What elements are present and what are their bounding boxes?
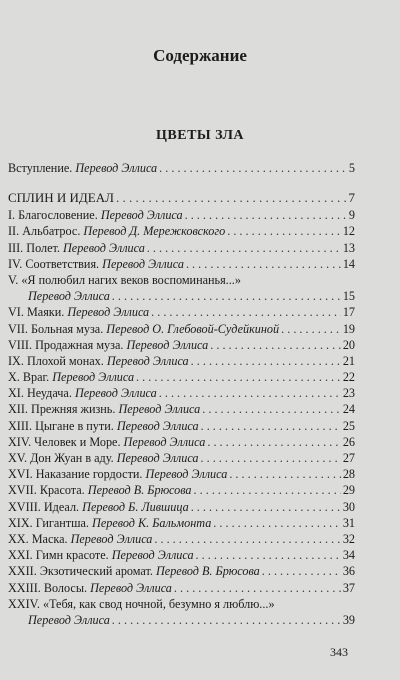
dot-leader — [201, 418, 341, 434]
toc-entry — [8, 401, 355, 417]
toc-entry-page: 19 — [342, 321, 355, 336]
toc-entry — [8, 515, 355, 531]
dot-leader — [281, 321, 341, 337]
toc-entry-title — [8, 482, 192, 498]
toc-entry-text: XVI. Наказание гордости. — [8, 467, 143, 482]
toc-group-row — [8, 189, 355, 207]
toc-entry-translator: Перевод Эллиса — [28, 612, 110, 627]
dot-leader — [185, 207, 347, 223]
toc-entry-title — [8, 337, 208, 353]
toc-entry-text: XII. Прежняя жизнь. — [8, 402, 116, 417]
dot-leader — [159, 160, 347, 176]
toc-entry-page: 25 — [342, 418, 355, 433]
toc-entry-page: 21 — [342, 353, 355, 368]
toc-entry-translator: Перевод Эллиса — [67, 305, 150, 320]
toc-entry — [8, 596, 355, 612]
toc-entry-page: 32 — [342, 531, 355, 546]
toc-entry — [8, 223, 355, 239]
dot-leader — [151, 304, 341, 320]
toc-entry — [8, 353, 355, 369]
toc-entry-page: 39 — [342, 612, 355, 627]
toc-entry-text: VI. Маяки. — [8, 305, 65, 320]
toc-entry — [8, 337, 355, 353]
toc-entry — [8, 547, 355, 563]
toc-entry-title — [8, 288, 110, 304]
dot-leader — [191, 353, 341, 369]
toc-entry-title — [8, 547, 194, 563]
toc-entry — [8, 466, 355, 482]
toc-entry-translator: Перевод Эллиса — [102, 256, 184, 271]
table-of-contents — [8, 160, 355, 628]
toc-entry-page: 26 — [342, 434, 355, 449]
page-number: 343 — [330, 645, 348, 659]
toc-entry-page: 13 — [342, 240, 355, 255]
toc-entry-translator: Перевод Эллиса — [28, 289, 110, 304]
toc-entry-translator: Перевод Эллиса — [123, 434, 206, 449]
toc-entry — [8, 434, 355, 450]
toc-entry-title — [8, 207, 183, 223]
toc-entry — [8, 369, 355, 385]
toc-entry-text: Вступление. — [8, 161, 73, 175]
toc-entry-text: XVII. Красота. — [8, 483, 85, 498]
dot-leader — [202, 401, 341, 417]
dot-leader — [147, 240, 341, 256]
toc-entry — [8, 160, 355, 176]
toc-entry — [8, 482, 355, 498]
toc-entry-title — [8, 531, 152, 547]
toc-entry-translator: Перевод Эллиса — [118, 402, 201, 417]
dot-leader — [112, 288, 341, 304]
toc-entry-text: XXIV. «Тебя, как свод ночной, безумно я люблю...» — [8, 596, 275, 611]
toc-entry-text: XIV. Человек и Море. — [8, 434, 121, 449]
toc-entry-translator: Перевод Эллиса — [116, 451, 199, 465]
toc-entry — [8, 256, 355, 272]
toc-entry-translator: Перевод Д. Мережковского — [83, 224, 226, 239]
toc-entry-page: 5 — [348, 161, 355, 175]
toc-entry-translator: Перевод Эллиса — [106, 353, 189, 368]
toc-entry-page: 9 — [348, 208, 355, 223]
toc-entry-title — [8, 401, 200, 417]
toc-entry-page: 14 — [342, 256, 355, 271]
toc-entry-title — [8, 563, 260, 579]
toc-entry-text: XXIII. Волосы. — [8, 580, 88, 595]
toc-entry-text: V. «Я полюбил нагих веков воспоминанья...» — [8, 272, 241, 287]
toc-entry — [8, 240, 355, 256]
toc-entry-text: XXII. Экзотический аромат. — [8, 564, 153, 579]
toc-entry-title — [8, 418, 199, 434]
toc-entry-title — [8, 596, 275, 612]
toc-entry-title — [8, 450, 199, 466]
dot-leader — [201, 450, 341, 466]
toc-entry-title — [8, 515, 211, 531]
toc-entry — [8, 499, 355, 515]
toc-entry-title — [8, 612, 110, 628]
toc-entry-translator: Перевод Эллиса — [116, 418, 199, 433]
toc-entry-page: 31 — [342, 515, 355, 530]
toc-entry-translator: Перевод К. Бальмонта — [92, 515, 212, 530]
toc-entry-title — [8, 321, 279, 337]
dot-leader — [136, 369, 341, 385]
toc-entry — [8, 612, 355, 628]
contents-heading: Содержание — [153, 46, 247, 65]
toc-entry-page: 29 — [342, 483, 355, 498]
dot-leader — [196, 547, 341, 563]
toc-entry-title — [8, 499, 189, 515]
dot-leader — [227, 223, 341, 239]
toc-entry — [8, 385, 355, 401]
toc-entry-page: 37 — [342, 580, 355, 595]
toc-entry-text: IV. Соответствия. — [8, 256, 100, 271]
toc-entry-page: 28 — [342, 467, 355, 482]
toc-entry-page: 30 — [342, 499, 355, 514]
dot-leader — [213, 515, 341, 531]
toc-entry-translator: Перевод Б. Лившица — [82, 499, 189, 514]
section-title: ЦВЕТЫ ЗЛА — [156, 128, 244, 143]
toc-entry-text: III. Полет. — [8, 240, 60, 255]
toc-entry-title — [8, 369, 134, 385]
toc-entry-page: 36 — [342, 564, 355, 579]
toc-entry-page: 20 — [342, 337, 355, 352]
toc-entry-translator: Перевод Эллиса — [63, 240, 145, 255]
dot-leader — [262, 563, 341, 579]
toc-entry-title — [8, 272, 241, 288]
toc-entry-page: 34 — [342, 548, 355, 563]
toc-entry-text: II. Альбатрос. — [8, 224, 81, 239]
toc-entry-page: 24 — [342, 402, 355, 417]
toc-entry-translator: Перевод О. Глебовой-Судейкиной — [106, 321, 280, 336]
dot-leader — [229, 466, 341, 482]
toc-entry-text: XIX. Гигантша. — [8, 515, 89, 530]
toc-entry-text: СПЛИН И ИДЕАЛ — [8, 190, 114, 206]
dot-leader — [194, 482, 341, 498]
dot-leader — [191, 499, 341, 515]
toc-entry-text: X. Враг. — [8, 370, 50, 385]
toc-entry — [8, 450, 355, 466]
toc-entry-translator: Перевод Эллиса — [75, 161, 158, 175]
toc-entry-text: IX. Плохой монах. — [8, 353, 104, 368]
toc-entry-text: XV. Дон Жуан в аду. — [8, 451, 114, 465]
toc-entry-title — [8, 240, 145, 256]
toc-entry-page: 17 — [342, 305, 355, 320]
toc-entry-translator: Перевод Эллиса — [70, 531, 153, 546]
dot-leader — [154, 531, 340, 547]
toc-entry — [8, 321, 355, 337]
toc-entry-page: 7 — [348, 190, 355, 206]
toc-entry-title — [8, 580, 172, 596]
dot-leader — [210, 337, 341, 353]
toc-entry-page: 23 — [342, 386, 355, 401]
toc-entry-translator: Перевод Эллиса — [90, 580, 172, 595]
toc-entry-title — [8, 385, 157, 401]
toc-entry-title — [8, 189, 114, 207]
toc-entry — [8, 272, 355, 288]
toc-entry-translator: Перевод В. Брюсова — [87, 483, 192, 498]
toc-entry — [8, 288, 355, 304]
dot-leader — [207, 434, 340, 450]
toc-entry-translator: Перевод Эллиса — [145, 467, 228, 482]
dot-leader — [174, 580, 341, 596]
toc-entry-text: I. Благословение. — [8, 208, 98, 223]
toc-entry-page: 27 — [342, 451, 355, 465]
toc-entry-page: 12 — [342, 224, 355, 239]
dot-leader — [159, 385, 341, 401]
toc-entry — [8, 563, 355, 579]
toc-entry-title — [8, 353, 189, 369]
toc-entry-translator: Перевод Эллиса — [74, 386, 157, 401]
dot-leader — [186, 256, 341, 272]
toc-entry-translator: Перевод Эллиса — [52, 370, 135, 385]
toc-entry-translator: Перевод Эллиса — [126, 337, 209, 352]
toc-entry-title — [8, 256, 184, 272]
toc-entry-text: XIII. Цыгане в пути. — [8, 418, 114, 433]
toc-entry — [8, 531, 355, 547]
toc-entry-text: VII. Больная муза. — [8, 321, 104, 336]
toc-entry-translator: Перевод Эллиса — [111, 548, 194, 563]
toc-entry-title — [8, 466, 227, 482]
toc-entry-title — [8, 223, 225, 239]
toc-entry — [8, 418, 355, 434]
toc-entry-text: XI. Неудача. — [8, 386, 72, 401]
toc-entry — [8, 580, 355, 596]
toc-entry-translator: Перевод Эллиса — [100, 208, 183, 223]
toc-entry-title — [8, 434, 205, 450]
toc-entry-text: XX. Маска. — [8, 531, 68, 546]
toc-entry-title — [8, 304, 149, 320]
toc-entry-page: 15 — [342, 289, 355, 304]
toc-entry-text: XVIII. Идеал. — [8, 499, 80, 514]
toc-entry-page: 22 — [342, 370, 355, 385]
toc-entry-text: VIII. Продажная муза. — [8, 337, 124, 352]
dot-leader — [116, 189, 347, 207]
toc-entry — [8, 207, 355, 223]
toc-entry-translator: Перевод В. Брюсова — [156, 564, 260, 579]
toc-entry-text: XXI. Гимн красоте. — [8, 548, 109, 563]
toc-entry — [8, 304, 355, 320]
toc-entry-title — [8, 160, 157, 176]
dot-leader — [112, 612, 341, 628]
